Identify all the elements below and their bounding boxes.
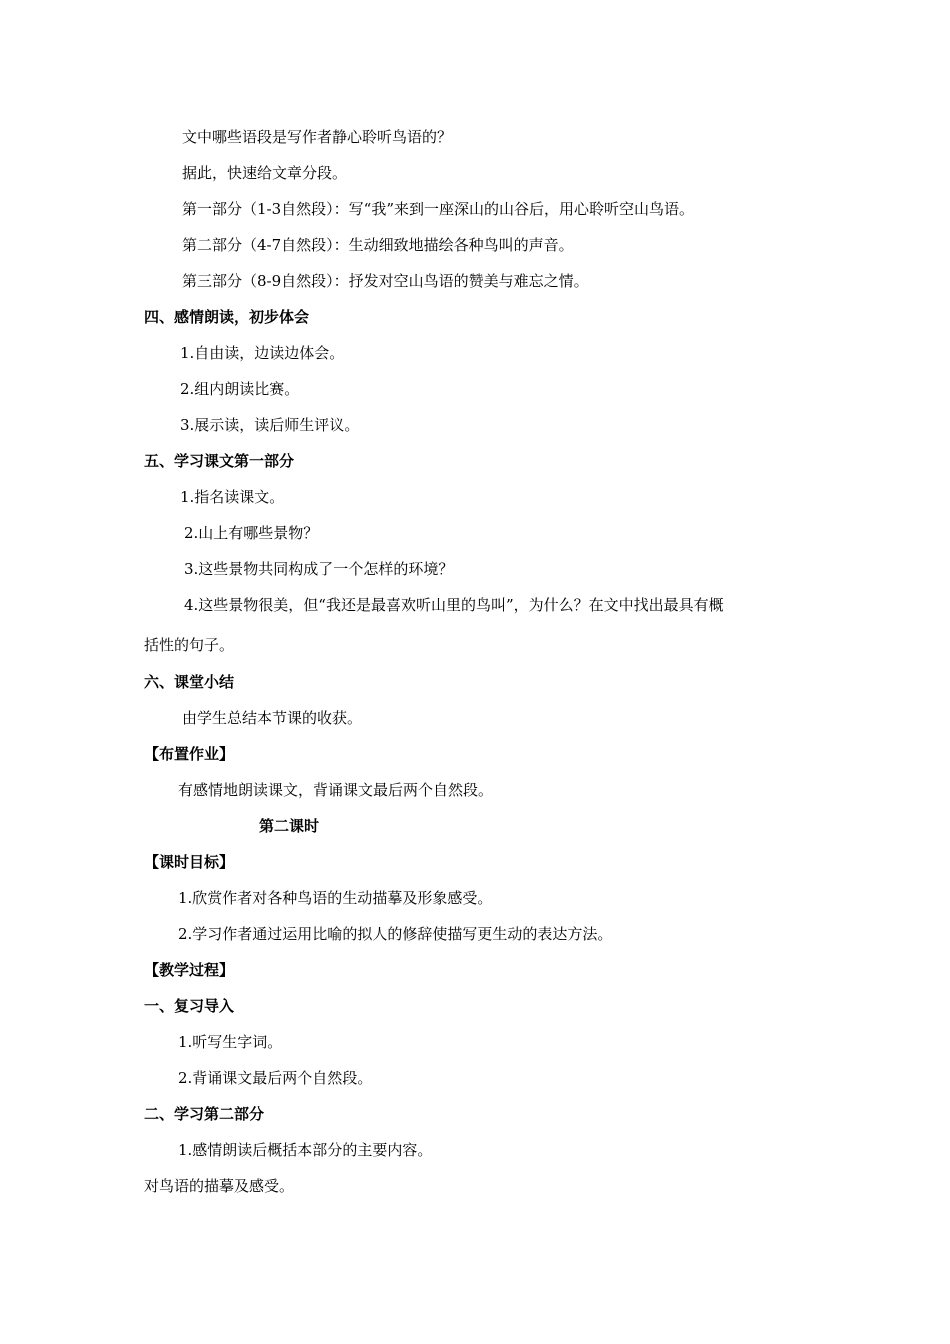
list-item-continuation: 括性的句子。: [144, 636, 235, 654]
section-heading-part-two: 二、学习第二部分: [144, 1105, 265, 1123]
list-item: 2.组内朗读比赛。: [180, 380, 300, 398]
paragraph-summary: 由学生总结本节课的收获。: [182, 709, 363, 727]
list-item: 1.感情朗读后概括本部分的主要内容。: [178, 1141, 433, 1159]
paragraph-part-two: 第二部分（4-7自然段）：生动细致地描绘各种鸟叫的声音。: [182, 236, 574, 254]
list-item: 1.自由读，边读边体会。: [180, 344, 345, 362]
homework-heading: 【布置作业】: [144, 745, 235, 763]
section-heading-six: 六、课堂小结: [144, 673, 235, 691]
lesson-two-title: 第二课时: [259, 817, 320, 835]
list-item: 1.听写生字词。: [178, 1033, 283, 1051]
list-item: 4.这些景物很美，但“我还是最喜欢听山里的鸟叫”，为什么？在文中找出最具有概: [184, 596, 724, 614]
list-item: 2.背诵课文最后两个自然段。: [178, 1069, 373, 1087]
list-item: 3.展示读，读后师生评议。: [180, 416, 360, 434]
list-item: 1.欣赏作者对各种鸟语的生动描摹及形象感受。: [178, 889, 493, 907]
teaching-process-heading: 【教学过程】: [144, 961, 235, 979]
section-heading-five: 五、学习课文第一部分: [144, 452, 295, 470]
list-item: 2.山上有哪些景物？: [184, 524, 319, 542]
section-heading-review: 一、复习导入: [144, 997, 235, 1015]
paragraph-part-three: 第三部分（8-9自然段）：抒发对空山鸟语的赞美与难忘之情。: [182, 272, 589, 290]
paragraph-question: 文中哪些语段是写作者静心聆听鸟语的？: [182, 128, 453, 146]
list-item: 2.学习作者通过运用比喻的拟人的修辞使描写更生动的表达方法。: [178, 925, 613, 943]
list-item: 3.这些景物共同构成了一个怎样的环境？: [184, 560, 454, 578]
paragraph-answer: 对鸟语的描摹及感受。: [144, 1177, 295, 1195]
paragraph-homework: 有感情地朗读课文，背诵课文最后两个自然段。: [178, 781, 494, 799]
lesson-goals-heading: 【课时目标】: [144, 853, 235, 871]
paragraph-instruction: 据此，快速给文章分段。: [182, 164, 348, 182]
section-heading-four: 四、感情朗读，初步体会: [144, 308, 310, 326]
list-item: 1.指名读课文。: [180, 488, 285, 506]
paragraph-part-one: 第一部分（1-3自然段）：写“我”来到一座深山的山谷后，用心聆听空山鸟语。: [182, 200, 694, 218]
